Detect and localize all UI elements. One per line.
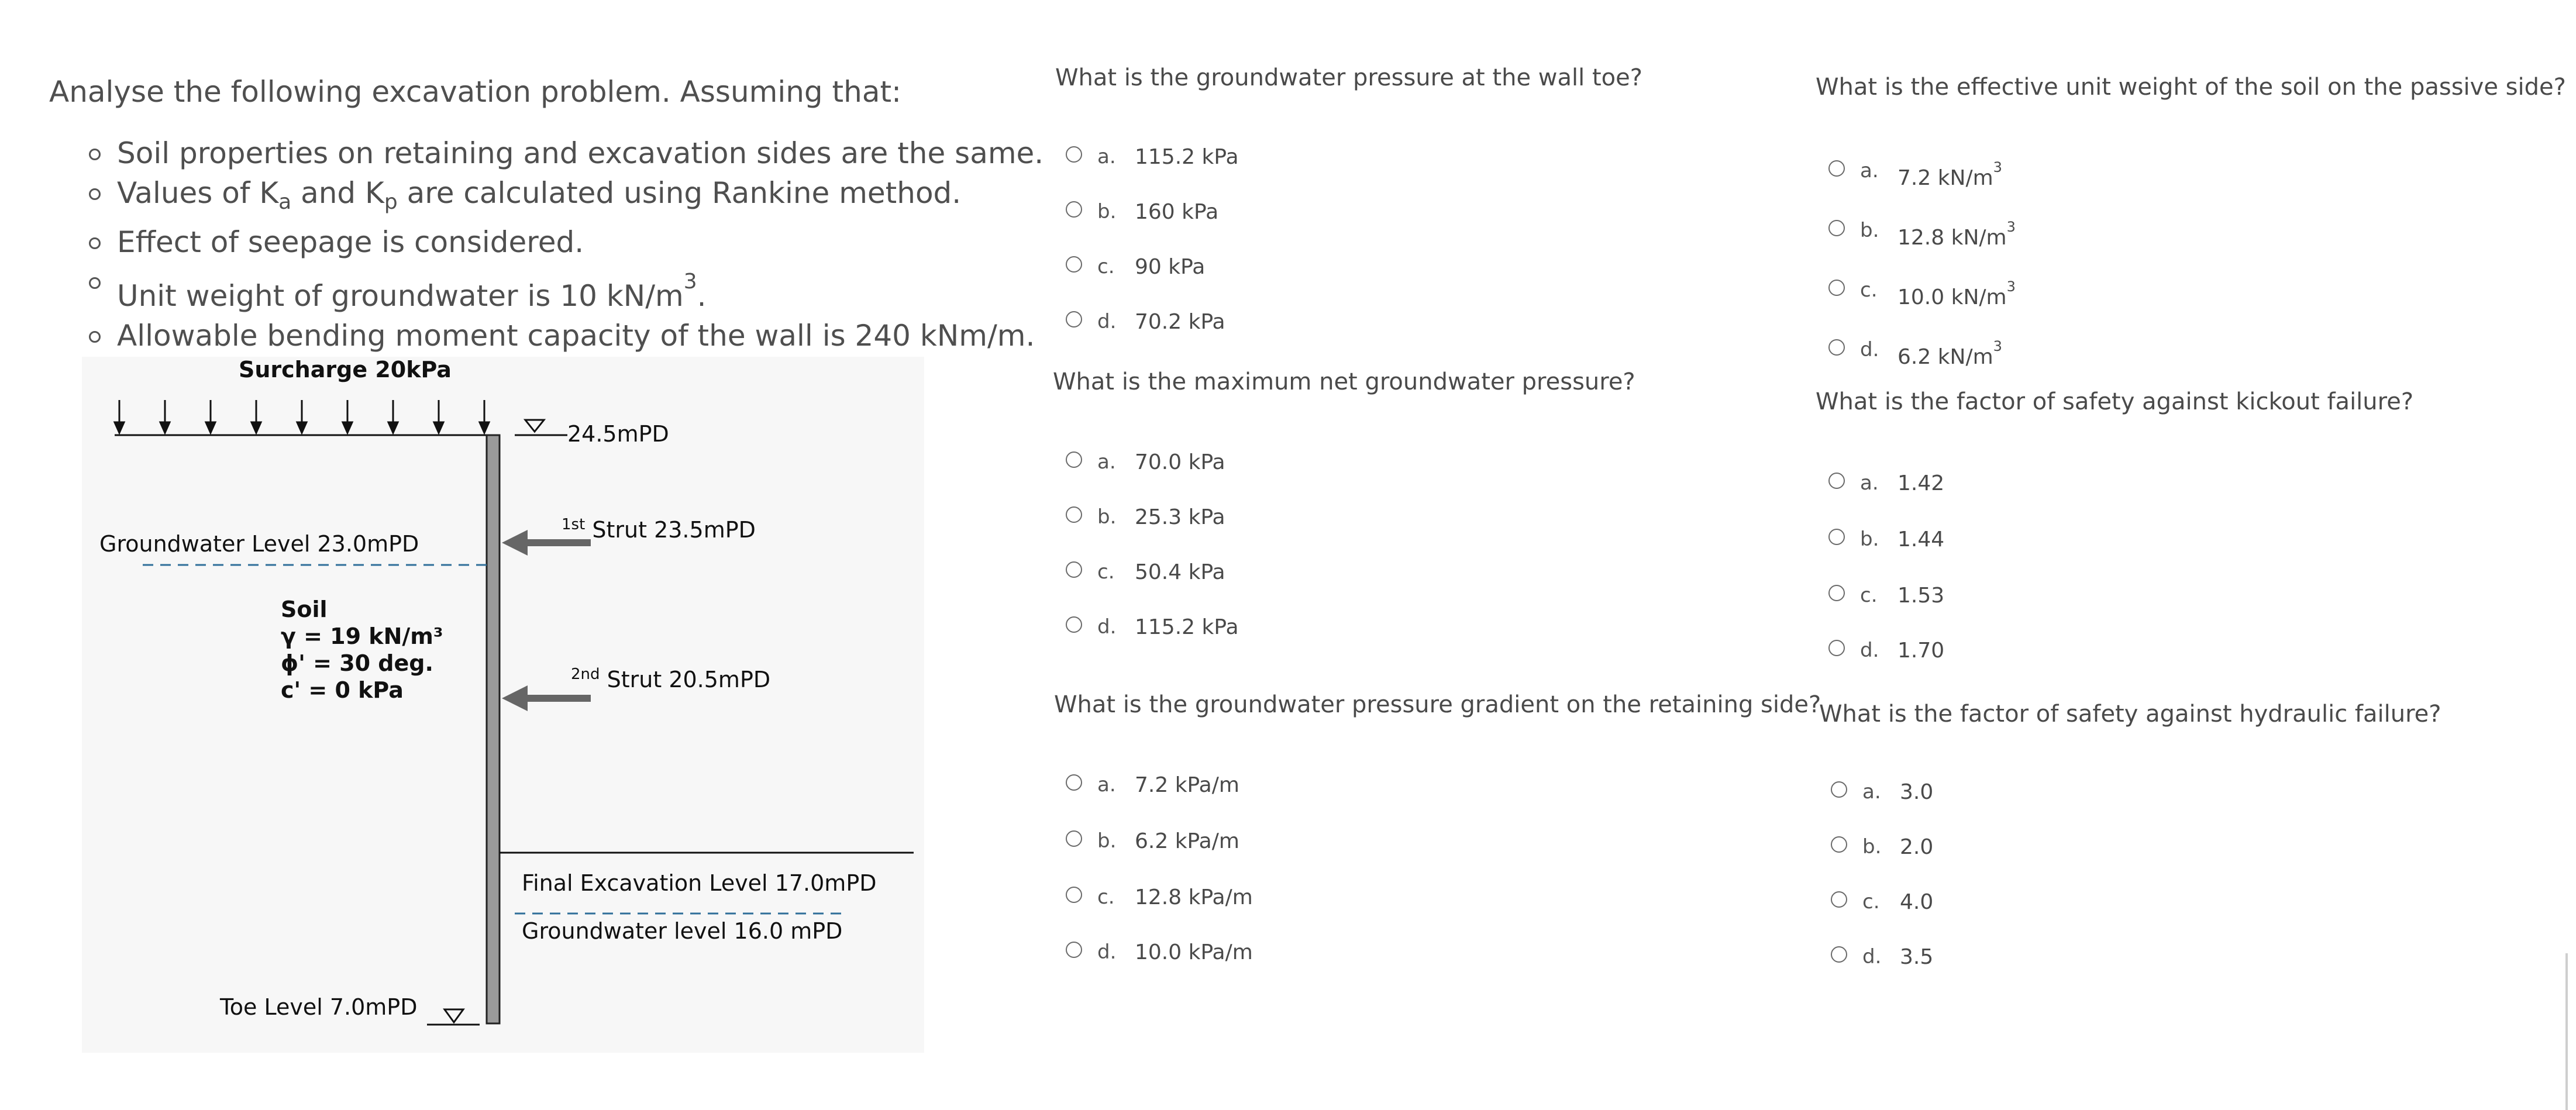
excavation-diagram	[82, 357, 924, 1053]
soil-title: Soil	[281, 597, 328, 622]
radio-button[interactable]	[1066, 774, 1082, 791]
scrollbar[interactable]	[2565, 953, 2568, 1110]
question-1-text: What is the groundwater pressure at the wall toe?	[1055, 64, 1642, 91]
assumption-item: Soil properties on retaining and excavation sides are the same.	[117, 133, 1044, 173]
radio-button[interactable]	[1828, 160, 1845, 177]
radio-button[interactable]	[1066, 256, 1082, 273]
assumption-item: Values of $K_a$ and $K_p$ are calculated using Rankine method.	[117, 173, 1044, 222]
strut-1-arrowhead	[502, 530, 528, 556]
radio-button[interactable]	[1066, 830, 1082, 847]
radio-button[interactable]	[1066, 451, 1082, 468]
soil-cohesion: c' = 0 kPa	[281, 677, 404, 703]
radio-button[interactable]	[1066, 146, 1082, 163]
strut-2-arrowhead	[502, 685, 528, 711]
top-level-label: 24.5mPD	[567, 421, 669, 447]
toe-level-marker	[445, 1009, 463, 1022]
surcharge-arrows	[115, 400, 489, 433]
problem-intro: Analyse the following excavation problem. Assuming that:	[49, 75, 901, 109]
radio-button[interactable]	[1828, 640, 1845, 656]
surcharge-arrow	[206, 400, 215, 433]
radio-button[interactable]	[1066, 616, 1082, 633]
assumption-item: Allowable bending moment capacity of the wall is 240 kNm/m.	[117, 316, 1044, 356]
question-2-text: What is the maximum net groundwater pressure?	[1053, 368, 1635, 395]
soil-friction-angle: ϕ' = 30 deg.	[281, 650, 433, 676]
surcharge-arrow	[252, 400, 261, 433]
question-5-text: What is the factor of safety against kickout failure?	[1816, 388, 2414, 415]
radio-button[interactable]	[1831, 836, 1847, 853]
radio-button[interactable]	[1066, 561, 1082, 578]
radio-button[interactable]	[1828, 473, 1845, 489]
radio-button[interactable]	[1828, 529, 1845, 545]
radio-button[interactable]	[1831, 891, 1847, 908]
question-3-text: What is the groundwater pressure gradient on the retaining side?	[1054, 691, 1821, 718]
final-excavation-label: Final Excavation Level 17.0mPD	[522, 870, 877, 896]
question-4-text: What is the effective unit weight of the soil on the passive side?	[1816, 74, 2566, 101]
radio-button[interactable]	[1831, 781, 1847, 798]
assumption-item: Unit weight of groundwater is 10 $kN/m^3$.	[117, 262, 1044, 316]
toe-level-label: Toe Level 7.0mPD	[220, 994, 418, 1020]
diagram-graphics	[82, 357, 924, 1053]
surcharge-arrow	[480, 400, 489, 433]
radio-button[interactable]	[1066, 887, 1082, 903]
radio-button[interactable]	[1066, 942, 1082, 958]
radio-button[interactable]	[1066, 201, 1082, 218]
soil-unit-weight: γ = 19 kN/m³	[281, 623, 443, 649]
top-level-marker	[525, 420, 544, 432]
surcharge-arrow	[160, 400, 170, 433]
surcharge-arrow	[115, 400, 124, 433]
surcharge-arrow	[388, 400, 398, 433]
radio-button[interactable]	[1066, 506, 1082, 523]
assumption-list	[117, 133, 1044, 356]
radio-button[interactable]	[1831, 946, 1847, 963]
strut-2-label: $^{2nd}$ Strut 20.5mPD	[571, 666, 771, 692]
radio-button[interactable]	[1828, 220, 1845, 236]
radio-button[interactable]	[1828, 585, 1845, 601]
radio-button[interactable]	[1066, 311, 1082, 328]
radio-button[interactable]	[1828, 280, 1845, 296]
surcharge-arrow	[343, 400, 352, 433]
strut-1-label: $^{1st}$ Strut 23.5mPD	[562, 516, 756, 543]
surcharge-arrow	[297, 400, 306, 433]
groundwater-excavation-label: Groundwater level 16.0 mPD	[522, 918, 843, 944]
groundwater-level-label: Groundwater Level 23.0mPD	[99, 531, 419, 557]
surcharge-arrow	[434, 400, 443, 433]
retaining-wall	[487, 435, 500, 1023]
radio-button[interactable]	[1828, 339, 1845, 356]
question-6-text: What is the factor of safety against hydraulic failure?	[1819, 701, 2441, 728]
surcharge-label: Surcharge 20kPa	[239, 357, 452, 382]
assumption-item: Effect of seepage is considered.	[117, 222, 1044, 262]
